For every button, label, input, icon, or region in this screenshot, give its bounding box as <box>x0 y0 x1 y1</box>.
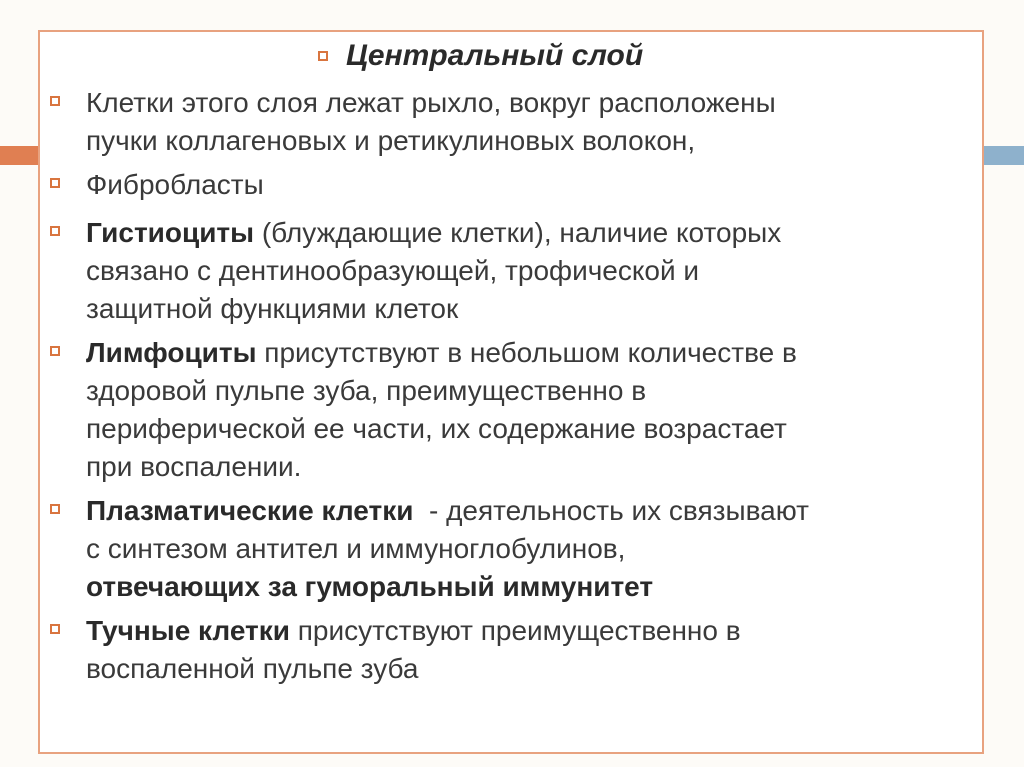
item-line: присутствуют в небольшом количестве в <box>256 337 797 368</box>
list-item <box>50 84 970 160</box>
item-line: при воспалении. <box>86 451 302 482</box>
square-bullet-icon <box>50 178 60 188</box>
list-item <box>50 214 970 328</box>
item-line: Клетки этого слоя лежат рыхло, вокруг расположены <box>86 87 776 118</box>
item-lead: Тучные клетки <box>86 615 290 646</box>
item-line: пучки коллагеновых и ретикулиновых волокон, <box>86 125 696 156</box>
item-line: с синтезом антител и иммуноглобулинов, <box>86 533 626 564</box>
item-line: защитной функциями клеток <box>86 293 459 324</box>
item-lead: Гистиоциты <box>86 217 255 248</box>
list-item <box>50 166 970 204</box>
item-lead: Лимфоциты <box>86 337 257 368</box>
item-line: Фибробласты <box>86 169 264 200</box>
list-item <box>50 492 970 606</box>
item-line: периферической ее части, их содержание возрастает <box>86 413 787 444</box>
square-bullet-icon <box>318 51 328 61</box>
left-accent-bar <box>0 146 38 165</box>
square-bullet-icon <box>50 96 60 106</box>
square-bullet-icon <box>50 624 60 634</box>
item-lead: Плазматические клетки <box>86 495 414 526</box>
slide-title <box>318 36 643 76</box>
title-text: Центральный слой <box>346 39 644 72</box>
list-item <box>50 334 970 486</box>
item-line: связано с дентинообразующей, трофической и <box>86 255 700 286</box>
item-line: - деятельность их связывают <box>413 495 809 526</box>
item-line: здоровой пульпе зуба, преимущественно в <box>86 375 647 406</box>
square-bullet-icon <box>50 504 60 514</box>
list-item <box>50 612 970 688</box>
item-line: (блуждающие клетки), наличие которых <box>254 217 782 248</box>
square-bullet-icon <box>50 226 60 236</box>
right-accent-bar <box>984 146 1024 165</box>
item-bold-line: отвечающих за гуморальный иммунитет <box>86 571 654 602</box>
square-bullet-icon <box>50 346 60 356</box>
item-line: воспаленной пульпе зуба <box>86 653 419 684</box>
item-line: присутствуют преимущественно в <box>289 615 741 646</box>
